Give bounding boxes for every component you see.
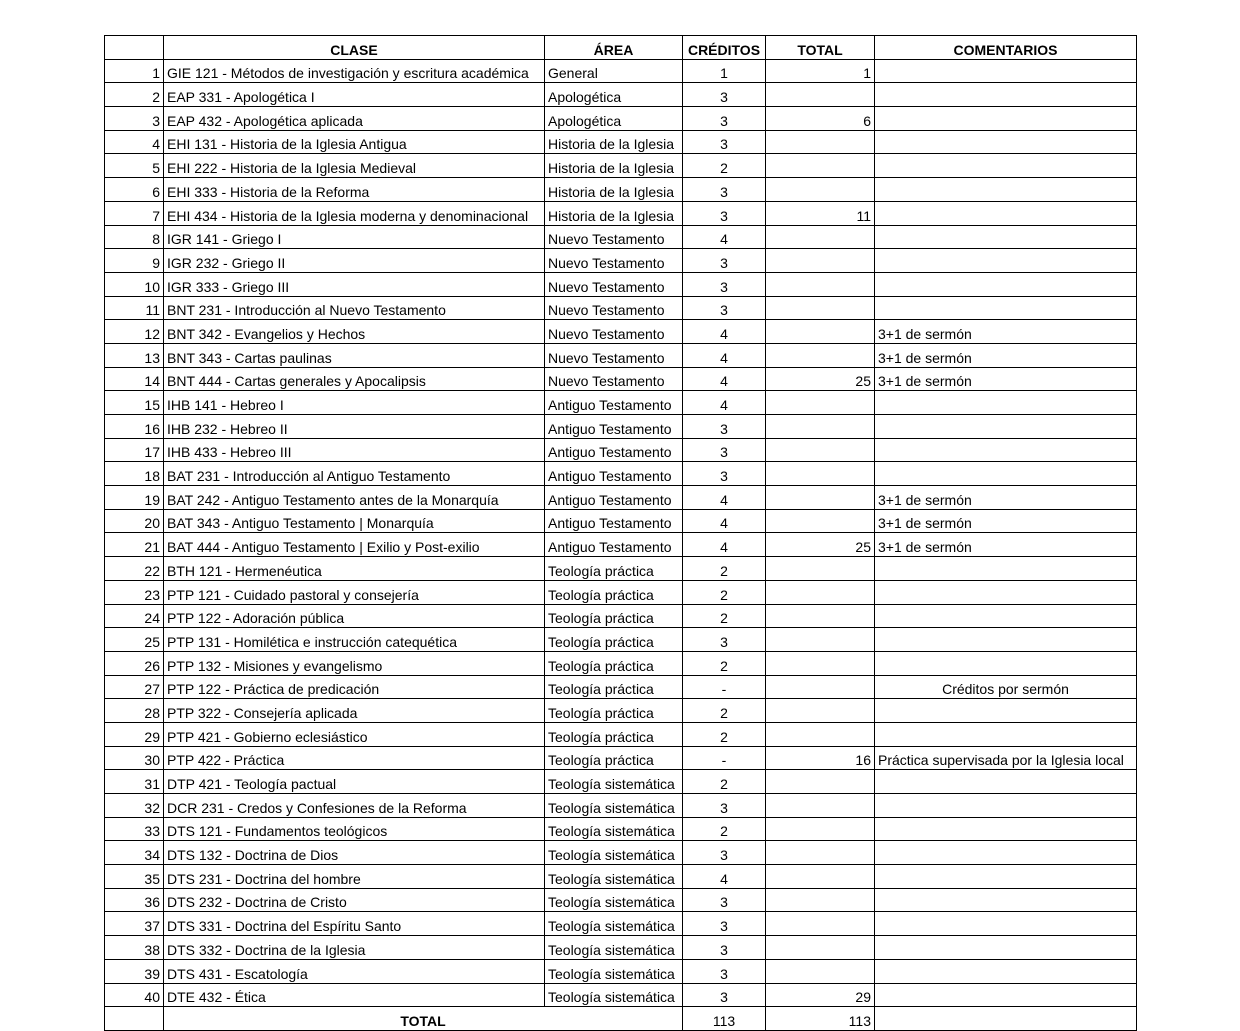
row-index: 16 xyxy=(105,415,164,439)
row-clase: PTP 122 - Práctica de predicación xyxy=(164,675,545,699)
row-total xyxy=(766,462,875,486)
row-area: Teología sistemática xyxy=(545,936,683,960)
row-comentarios xyxy=(875,83,1137,107)
row-creditos: 4 xyxy=(683,509,766,533)
row-clase: IGR 141 - Griego I xyxy=(164,225,545,249)
table-row xyxy=(105,296,1137,320)
row-area: Teología sistemática xyxy=(545,794,683,818)
total-row xyxy=(105,1007,1137,1031)
row-clase: DTP 421 - Teología pactual xyxy=(164,770,545,794)
row-clase: IHB 232 - Hebreo II xyxy=(164,415,545,439)
row-total xyxy=(766,557,875,581)
table-row xyxy=(105,936,1137,960)
table-row xyxy=(105,628,1137,652)
row-total xyxy=(766,770,875,794)
row-area: Nuevo Testamento xyxy=(545,249,683,273)
row-total xyxy=(766,888,875,912)
table-row xyxy=(105,841,1137,865)
row-index: 26 xyxy=(105,651,164,675)
row-total xyxy=(766,841,875,865)
row-creditos: 2 xyxy=(683,651,766,675)
row-creditos: 2 xyxy=(683,557,766,581)
row-total xyxy=(766,722,875,746)
row-creditos: 4 xyxy=(683,343,766,367)
row-clase: PTP 421 - Gobierno eclesiástico xyxy=(164,722,545,746)
row-clase: PTP 121 - Cuidado pastoral y consejería xyxy=(164,580,545,604)
row-clase: EHI 222 - Historia de la Iglesia Medieval xyxy=(164,154,545,178)
row-index: 10 xyxy=(105,272,164,296)
row-clase: BNT 343 - Cartas paulinas xyxy=(164,343,545,367)
row-creditos: 2 xyxy=(683,722,766,746)
table-row xyxy=(105,154,1137,178)
row-total xyxy=(766,509,875,533)
row-total xyxy=(766,391,875,415)
row-clase: GIE 121 - Métodos de investigación y escritura académica xyxy=(164,59,545,83)
row-index: 5 xyxy=(105,154,164,178)
row-index: 20 xyxy=(105,509,164,533)
row-total xyxy=(766,912,875,936)
table-row xyxy=(105,178,1137,202)
row-clase: DTS 231 - Doctrina del hombre xyxy=(164,865,545,889)
row-total xyxy=(766,272,875,296)
row-total: 29 xyxy=(766,983,875,1007)
row-comentarios: 3+1 de sermón xyxy=(875,486,1137,510)
row-index: 31 xyxy=(105,770,164,794)
row-total xyxy=(766,154,875,178)
row-comentarios xyxy=(875,580,1137,604)
table-row xyxy=(105,794,1137,818)
row-index: 33 xyxy=(105,817,164,841)
row-area: Nuevo Testamento xyxy=(545,367,683,391)
row-index: 23 xyxy=(105,580,164,604)
row-clase: PTP 122 - Adoración pública xyxy=(164,604,545,628)
row-clase: BAT 242 - Antiguo Testamento antes de la Monarquía xyxy=(164,486,545,510)
row-creditos: 3 xyxy=(683,794,766,818)
row-clase: PTP 422 - Práctica xyxy=(164,746,545,770)
row-index: 13 xyxy=(105,343,164,367)
table-row xyxy=(105,959,1137,983)
row-creditos: 3 xyxy=(683,628,766,652)
row-comentarios xyxy=(875,225,1137,249)
row-index: 7 xyxy=(105,201,164,225)
row-index: 29 xyxy=(105,722,164,746)
table-row xyxy=(105,438,1137,462)
row-comentarios xyxy=(875,107,1137,131)
row-index: 24 xyxy=(105,604,164,628)
row-comentarios xyxy=(875,154,1137,178)
row-comentarios xyxy=(875,722,1137,746)
row-index: 25 xyxy=(105,628,164,652)
row-index: 17 xyxy=(105,438,164,462)
row-creditos: 3 xyxy=(683,438,766,462)
table-row xyxy=(105,675,1137,699)
row-area: Antiguo Testamento xyxy=(545,438,683,462)
row-area: Teología sistemática xyxy=(545,841,683,865)
row-clase: PTP 131 - Homilética e instrucción catequética xyxy=(164,628,545,652)
table-row xyxy=(105,83,1137,107)
row-total xyxy=(766,628,875,652)
table-row xyxy=(105,272,1137,296)
row-total xyxy=(766,320,875,344)
row-comentarios xyxy=(875,391,1137,415)
row-clase: IGR 232 - Griego II xyxy=(164,249,545,273)
table-row xyxy=(105,912,1137,936)
row-index: 38 xyxy=(105,936,164,960)
row-creditos: 4 xyxy=(683,865,766,889)
row-area: Nuevo Testamento xyxy=(545,320,683,344)
row-creditos: 2 xyxy=(683,580,766,604)
total-label: TOTAL xyxy=(164,1007,683,1031)
table-row xyxy=(105,983,1137,1007)
row-creditos: 2 xyxy=(683,154,766,178)
row-comentarios xyxy=(875,817,1137,841)
row-clase: IHB 141 - Hebreo I xyxy=(164,391,545,415)
row-creditos: 4 xyxy=(683,225,766,249)
row-clase: DTS 232 - Doctrina de Cristo xyxy=(164,888,545,912)
row-index: 22 xyxy=(105,557,164,581)
row-index: 4 xyxy=(105,130,164,154)
row-area: Nuevo Testamento xyxy=(545,272,683,296)
row-area: Teología práctica xyxy=(545,628,683,652)
row-creditos: - xyxy=(683,675,766,699)
total-total: 113 xyxy=(766,1007,875,1031)
table-row xyxy=(105,865,1137,889)
row-index: 11 xyxy=(105,296,164,320)
table-row xyxy=(105,580,1137,604)
row-clase: EHI 131 - Historia de la Iglesia Antigua xyxy=(164,130,545,154)
header-comentarios: COMENTARIOS xyxy=(875,36,1137,60)
row-index: 3 xyxy=(105,107,164,131)
row-creditos: - xyxy=(683,746,766,770)
row-area: Teología práctica xyxy=(545,722,683,746)
table-row xyxy=(105,699,1137,723)
row-comentarios xyxy=(875,888,1137,912)
row-comentarios xyxy=(875,296,1137,320)
row-creditos: 3 xyxy=(683,272,766,296)
header-index xyxy=(105,36,164,60)
row-index: 9 xyxy=(105,249,164,273)
row-area: Teología sistemática xyxy=(545,817,683,841)
row-area: Historia de la Iglesia xyxy=(545,130,683,154)
row-area: Teología sistemática xyxy=(545,865,683,889)
table-row xyxy=(105,888,1137,912)
row-index: 12 xyxy=(105,320,164,344)
row-creditos: 1 xyxy=(683,59,766,83)
row-comentarios xyxy=(875,557,1137,581)
table-body xyxy=(105,59,1137,1007)
row-index: 14 xyxy=(105,367,164,391)
row-comentarios xyxy=(875,604,1137,628)
row-clase: BNT 342 - Evangelios y Hechos xyxy=(164,320,545,344)
row-comentarios: 3+1 de sermón xyxy=(875,509,1137,533)
row-creditos: 3 xyxy=(683,959,766,983)
table-row xyxy=(105,604,1137,628)
row-index: 6 xyxy=(105,178,164,202)
table-row xyxy=(105,59,1137,83)
header-area: ÁREA xyxy=(545,36,683,60)
row-creditos: 3 xyxy=(683,130,766,154)
row-creditos: 3 xyxy=(683,841,766,865)
row-index: 8 xyxy=(105,225,164,249)
row-total xyxy=(766,249,875,273)
row-total xyxy=(766,604,875,628)
row-comentarios xyxy=(875,794,1137,818)
row-area: Nuevo Testamento xyxy=(545,343,683,367)
row-clase: BAT 231 - Introducción al Antiguo Testamento xyxy=(164,462,545,486)
table-row xyxy=(105,770,1137,794)
row-area: Apologética xyxy=(545,83,683,107)
row-clase: DTS 431 - Escatología xyxy=(164,959,545,983)
row-area: Antiguo Testamento xyxy=(545,486,683,510)
row-area: Teología práctica xyxy=(545,699,683,723)
row-index: 35 xyxy=(105,865,164,889)
row-total: 6 xyxy=(766,107,875,131)
row-clase: BNT 231 - Introducción al Nuevo Testamento xyxy=(164,296,545,320)
row-creditos: 4 xyxy=(683,320,766,344)
row-index: 18 xyxy=(105,462,164,486)
row-index: 37 xyxy=(105,912,164,936)
row-total xyxy=(766,865,875,889)
table-row xyxy=(105,391,1137,415)
total-row-index xyxy=(105,1007,164,1031)
row-clase: BNT 444 - Cartas generales y Apocalipsis xyxy=(164,367,545,391)
row-index: 39 xyxy=(105,959,164,983)
header-clase: CLASE xyxy=(164,36,545,60)
row-clase: DTS 332 - Doctrina de la Iglesia xyxy=(164,936,545,960)
table-row xyxy=(105,320,1137,344)
table-row xyxy=(105,746,1137,770)
row-total xyxy=(766,343,875,367)
table-row xyxy=(105,107,1137,131)
row-comentarios xyxy=(875,415,1137,439)
row-index: 30 xyxy=(105,746,164,770)
table-row xyxy=(105,343,1137,367)
row-area: Teología práctica xyxy=(545,651,683,675)
row-creditos: 3 xyxy=(683,296,766,320)
row-creditos: 2 xyxy=(683,699,766,723)
row-area: Antiguo Testamento xyxy=(545,391,683,415)
row-comentarios: Créditos por sermón xyxy=(875,675,1137,699)
row-total xyxy=(766,130,875,154)
row-creditos: 3 xyxy=(683,178,766,202)
row-area: Historia de la Iglesia xyxy=(545,201,683,225)
row-clase: DTS 121 - Fundamentos teológicos xyxy=(164,817,545,841)
row-index: 36 xyxy=(105,888,164,912)
row-comentarios xyxy=(875,628,1137,652)
row-area: Antiguo Testamento xyxy=(545,509,683,533)
row-creditos: 3 xyxy=(683,912,766,936)
row-clase: BTH 121 - Hermenéutica xyxy=(164,557,545,581)
row-creditos: 3 xyxy=(683,983,766,1007)
row-area: Teología práctica xyxy=(545,580,683,604)
row-area: Antiguo Testamento xyxy=(545,415,683,439)
row-comentarios xyxy=(875,936,1137,960)
row-clase: BAT 343 - Antiguo Testamento | Monarquía xyxy=(164,509,545,533)
row-area: Teología sistemática xyxy=(545,770,683,794)
total-comentarios xyxy=(875,1007,1137,1031)
row-comentarios xyxy=(875,272,1137,296)
row-creditos: 3 xyxy=(683,462,766,486)
course-table xyxy=(104,35,1137,1031)
row-total xyxy=(766,486,875,510)
row-area: Antiguo Testamento xyxy=(545,533,683,557)
row-total xyxy=(766,794,875,818)
row-creditos: 2 xyxy=(683,604,766,628)
row-clase: PTP 132 - Misiones y evangelismo xyxy=(164,651,545,675)
table-row xyxy=(105,367,1137,391)
row-clase: DTS 132 - Doctrina de Dios xyxy=(164,841,545,865)
row-total xyxy=(766,959,875,983)
row-index: 40 xyxy=(105,983,164,1007)
row-creditos: 4 xyxy=(683,391,766,415)
row-comentarios xyxy=(875,770,1137,794)
row-total: 11 xyxy=(766,201,875,225)
row-clase: PTP 322 - Consejería aplicada xyxy=(164,699,545,723)
table-row xyxy=(105,201,1137,225)
total-creditos: 113 xyxy=(683,1007,766,1031)
row-total xyxy=(766,675,875,699)
row-comentarios xyxy=(875,912,1137,936)
row-creditos: 4 xyxy=(683,533,766,557)
row-comentarios: Práctica supervisada por la Iglesia local xyxy=(875,746,1137,770)
table-row xyxy=(105,130,1137,154)
row-clase: IHB 433 - Hebreo III xyxy=(164,438,545,462)
header-total: TOTAL xyxy=(766,36,875,60)
row-creditos: 4 xyxy=(683,367,766,391)
row-area: Teología práctica xyxy=(545,675,683,699)
row-area: Teología práctica xyxy=(545,746,683,770)
row-area: Teología práctica xyxy=(545,557,683,581)
row-total: 25 xyxy=(766,533,875,557)
table-row xyxy=(105,415,1137,439)
row-index: 19 xyxy=(105,486,164,510)
row-index: 27 xyxy=(105,675,164,699)
row-comentarios xyxy=(875,249,1137,273)
row-index: 32 xyxy=(105,794,164,818)
row-creditos: 3 xyxy=(683,107,766,131)
row-total xyxy=(766,651,875,675)
row-clase: EAP 331 - Apologética I xyxy=(164,83,545,107)
row-creditos: 3 xyxy=(683,888,766,912)
row-clase: DTE 432 - Ética xyxy=(164,983,545,1007)
row-comentarios xyxy=(875,178,1137,202)
row-comentarios xyxy=(875,130,1137,154)
row-area: Nuevo Testamento xyxy=(545,296,683,320)
header-creditos: CRÉDITOS xyxy=(683,36,766,60)
row-total xyxy=(766,178,875,202)
table-row xyxy=(105,533,1137,557)
row-area: Teología sistemática xyxy=(545,983,683,1007)
row-total xyxy=(766,580,875,604)
row-index: 15 xyxy=(105,391,164,415)
row-comentarios xyxy=(875,651,1137,675)
table-row xyxy=(105,225,1137,249)
row-total: 25 xyxy=(766,367,875,391)
row-comentarios xyxy=(875,865,1137,889)
row-comentarios xyxy=(875,699,1137,723)
row-clase: EHI 333 - Historia de la Reforma xyxy=(164,178,545,202)
header-row xyxy=(105,36,1137,60)
row-area: Historia de la Iglesia xyxy=(545,154,683,178)
table-row xyxy=(105,722,1137,746)
row-total: 16 xyxy=(766,746,875,770)
table-row xyxy=(105,651,1137,675)
row-index: 34 xyxy=(105,841,164,865)
row-comentarios xyxy=(875,201,1137,225)
table-row xyxy=(105,462,1137,486)
row-comentarios xyxy=(875,959,1137,983)
row-comentarios: 3+1 de sermón xyxy=(875,533,1137,557)
row-comentarios xyxy=(875,59,1137,83)
row-creditos: 4 xyxy=(683,486,766,510)
row-index: 1 xyxy=(105,59,164,83)
row-clase: DCR 231 - Credos y Confesiones de la Reforma xyxy=(164,794,545,818)
row-clase: EAP 432 - Apologética aplicada xyxy=(164,107,545,131)
row-comentarios xyxy=(875,983,1137,1007)
row-creditos: 3 xyxy=(683,201,766,225)
row-total xyxy=(766,296,875,320)
row-area: Historia de la Iglesia xyxy=(545,178,683,202)
row-total xyxy=(766,817,875,841)
row-area: Antiguo Testamento xyxy=(545,462,683,486)
row-creditos: 2 xyxy=(683,817,766,841)
row-comentarios xyxy=(875,438,1137,462)
row-clase: EHI 434 - Historia de la Iglesia moderna y denominacional xyxy=(164,201,545,225)
row-clase: IGR 333 - Griego III xyxy=(164,272,545,296)
row-creditos: 3 xyxy=(683,83,766,107)
row-area: Teología práctica xyxy=(545,604,683,628)
row-creditos: 3 xyxy=(683,249,766,273)
table-row xyxy=(105,509,1137,533)
row-area: Teología sistemática xyxy=(545,912,683,936)
row-comentarios: 3+1 de sermón xyxy=(875,343,1137,367)
row-area: Teología sistemática xyxy=(545,959,683,983)
row-comentarios: 3+1 de sermón xyxy=(875,367,1137,391)
table-row xyxy=(105,249,1137,273)
row-total xyxy=(766,83,875,107)
row-total xyxy=(766,415,875,439)
row-creditos: 3 xyxy=(683,936,766,960)
row-area: General xyxy=(545,59,683,83)
row-comentarios xyxy=(875,841,1137,865)
row-comentarios xyxy=(875,462,1137,486)
row-index: 2 xyxy=(105,83,164,107)
row-clase: BAT 444 - Antiguo Testamento | Exilio y Post-exilio xyxy=(164,533,545,557)
table-row xyxy=(105,486,1137,510)
row-index: 21 xyxy=(105,533,164,557)
row-total xyxy=(766,936,875,960)
row-area: Apologética xyxy=(545,107,683,131)
row-total: 1 xyxy=(766,59,875,83)
row-creditos: 2 xyxy=(683,770,766,794)
row-area: Nuevo Testamento xyxy=(545,225,683,249)
table-row xyxy=(105,557,1137,581)
row-area: Teología sistemática xyxy=(545,888,683,912)
row-total xyxy=(766,699,875,723)
row-total xyxy=(766,225,875,249)
row-comentarios: 3+1 de sermón xyxy=(875,320,1137,344)
row-total xyxy=(766,438,875,462)
row-clase: DTS 331 - Doctrina del Espíritu Santo xyxy=(164,912,545,936)
table-row xyxy=(105,817,1137,841)
row-creditos: 3 xyxy=(683,415,766,439)
row-index: 28 xyxy=(105,699,164,723)
